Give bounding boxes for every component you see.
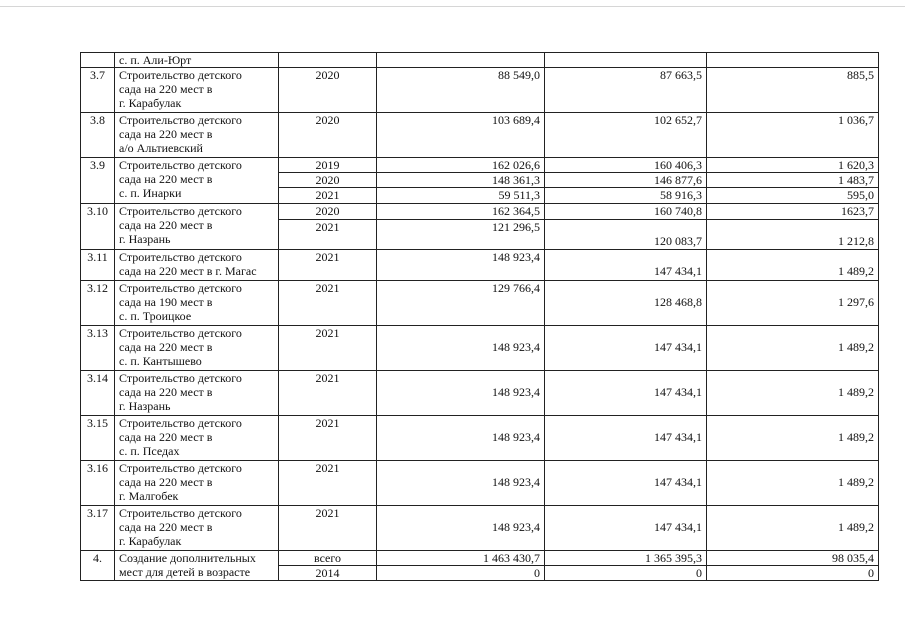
table-row <box>81 204 879 220</box>
total-cell: 162 026,6 <box>377 158 545 173</box>
row-number: 3.16 <box>81 461 115 506</box>
object-name: Строительство детского сада на 220 мест в г. Назрань <box>115 371 279 416</box>
row-number: 3.15 <box>81 416 115 461</box>
federal-cell: 160 406,3 <box>545 158 707 173</box>
row-number: 3.17 <box>81 506 115 551</box>
regional-cell: 1 483,7 <box>707 173 879 188</box>
regional-cell: 1 489,2 <box>707 250 879 281</box>
total-cell: 148 923,4 <box>377 326 545 371</box>
federal-cell: 147 434,1 <box>545 506 707 551</box>
regional-cell: 1623,7 <box>707 204 879 220</box>
year-cell: 2020 <box>279 173 377 188</box>
object-name: Строительство детского сада на 220 мест в с. п. Пседах <box>115 416 279 461</box>
regional-cell: 1 036,7 <box>707 113 879 158</box>
federal-cell: 147 434,1 <box>545 416 707 461</box>
year-cell <box>279 53 377 68</box>
row-number: 3.14 <box>81 371 115 416</box>
federal-cell: 102 652,7 <box>545 113 707 158</box>
table-row <box>81 158 879 173</box>
row-number <box>81 53 115 68</box>
object-name: Строительство детского сада на 220 мест в с. п. Кантышево <box>115 326 279 371</box>
object-name: Строительство детского сада на 220 мест в г. Карабулак <box>115 68 279 113</box>
federal-cell: 1 365 395,3 <box>545 551 707 566</box>
table-row <box>81 250 879 281</box>
total-cell: 148 923,4 <box>377 506 545 551</box>
year-cell: 2021 <box>279 281 377 326</box>
regional-cell: 885,5 <box>707 68 879 113</box>
federal-cell: 87 663,5 <box>545 68 707 113</box>
table-row <box>81 281 879 326</box>
row-number: 3.8 <box>81 113 115 158</box>
regional-cell: 1 212,8 <box>707 220 879 250</box>
object-name: Строительство детского сада на 220 мест в г. Магас <box>115 250 279 281</box>
year-cell: 2021 <box>279 188 377 204</box>
table-row <box>81 506 879 551</box>
regional-cell: 1 297,6 <box>707 281 879 326</box>
federal-cell: 160 740,8 <box>545 204 707 220</box>
table-row <box>81 113 879 158</box>
table-row <box>81 461 879 506</box>
federal-cell: 147 434,1 <box>545 326 707 371</box>
row-number: 3.12 <box>81 281 115 326</box>
regional-cell: 0 <box>707 566 879 581</box>
federal-cell: 58 916,3 <box>545 188 707 204</box>
object-name: Строительство детского сада на 190 мест в с. п. Троицкое <box>115 281 279 326</box>
federal-cell: 147 434,1 <box>545 371 707 416</box>
object-name: Строительство детского сада на 220 мест в а/о Альтиевский <box>115 113 279 158</box>
total-cell <box>377 53 545 68</box>
funding-table <box>80 52 879 581</box>
total-cell: 129 766,4 <box>377 281 545 326</box>
year-cell: 2021 <box>279 461 377 506</box>
object-name: с. п. Али-Юрт <box>115 53 279 68</box>
row-number: 3.10 <box>81 204 115 250</box>
regional-cell <box>707 53 879 68</box>
object-name: Строительство детского сада на 220 мест в г. Карабулак <box>115 506 279 551</box>
row-number: 3.13 <box>81 326 115 371</box>
federal-cell: 146 877,6 <box>545 173 707 188</box>
object-name: Создание дополнительных мест для детей в возрасте <box>115 551 279 581</box>
total-cell: 148 923,4 <box>377 371 545 416</box>
regional-cell: 98 035,4 <box>707 551 879 566</box>
table-row <box>81 416 879 461</box>
year-cell: 2021 <box>279 326 377 371</box>
table-row <box>81 326 879 371</box>
table-row <box>81 371 879 416</box>
row-number: 3.9 <box>81 158 115 204</box>
total-cell: 0 <box>377 566 545 581</box>
federal-cell: 128 468,8 <box>545 281 707 326</box>
federal-cell: 0 <box>545 566 707 581</box>
federal-cell <box>545 53 707 68</box>
total-cell: 148 361,3 <box>377 173 545 188</box>
federal-cell: 120 083,7 <box>545 220 707 250</box>
regional-cell: 1 620,3 <box>707 158 879 173</box>
row-number: 4. <box>81 551 115 581</box>
federal-cell: 147 434,1 <box>545 461 707 506</box>
year-cell: 2019 <box>279 158 377 173</box>
year-cell: 2020 <box>279 113 377 158</box>
total-cell: 162 364,5 <box>377 204 545 220</box>
total-cell: 148 923,4 <box>377 461 545 506</box>
year-cell: 2021 <box>279 371 377 416</box>
object-name: Строительство детского сада на 220 мест в с. п. Инарки <box>115 158 279 204</box>
total-cell: 88 549,0 <box>377 68 545 113</box>
federal-cell: 147 434,1 <box>545 250 707 281</box>
year-cell: 2020 <box>279 204 377 220</box>
total-cell: 1 463 430,7 <box>377 551 545 566</box>
object-name: Строительство детского сада на 220 мест в г. Назрань <box>115 204 279 250</box>
table-row <box>81 68 879 113</box>
row-number: 3.7 <box>81 68 115 113</box>
year-cell: 2021 <box>279 250 377 281</box>
regional-cell: 1 489,2 <box>707 371 879 416</box>
regional-cell: 1 489,2 <box>707 506 879 551</box>
regional-cell: 1 489,2 <box>707 461 879 506</box>
scan-edge <box>0 6 905 7</box>
total-cell: 148 923,4 <box>377 250 545 281</box>
year-cell: всего <box>279 551 377 566</box>
total-cell: 148 923,4 <box>377 416 545 461</box>
regional-cell: 1 489,2 <box>707 326 879 371</box>
regional-cell: 1 489,2 <box>707 416 879 461</box>
year-cell: 2021 <box>279 506 377 551</box>
total-cell: 59 511,3 <box>377 188 545 204</box>
year-cell: 2021 <box>279 220 377 250</box>
year-cell: 2021 <box>279 416 377 461</box>
row-number: 3.11 <box>81 250 115 281</box>
total-cell: 103 689,4 <box>377 113 545 158</box>
table-row <box>81 551 879 566</box>
regional-cell: 595,0 <box>707 188 879 204</box>
table-row <box>81 53 879 68</box>
object-name: Строительство детского сада на 220 мест в г. Малгобек <box>115 461 279 506</box>
year-cell: 2014 <box>279 566 377 581</box>
year-cell: 2020 <box>279 68 377 113</box>
total-cell: 121 296,5 <box>377 220 545 250</box>
